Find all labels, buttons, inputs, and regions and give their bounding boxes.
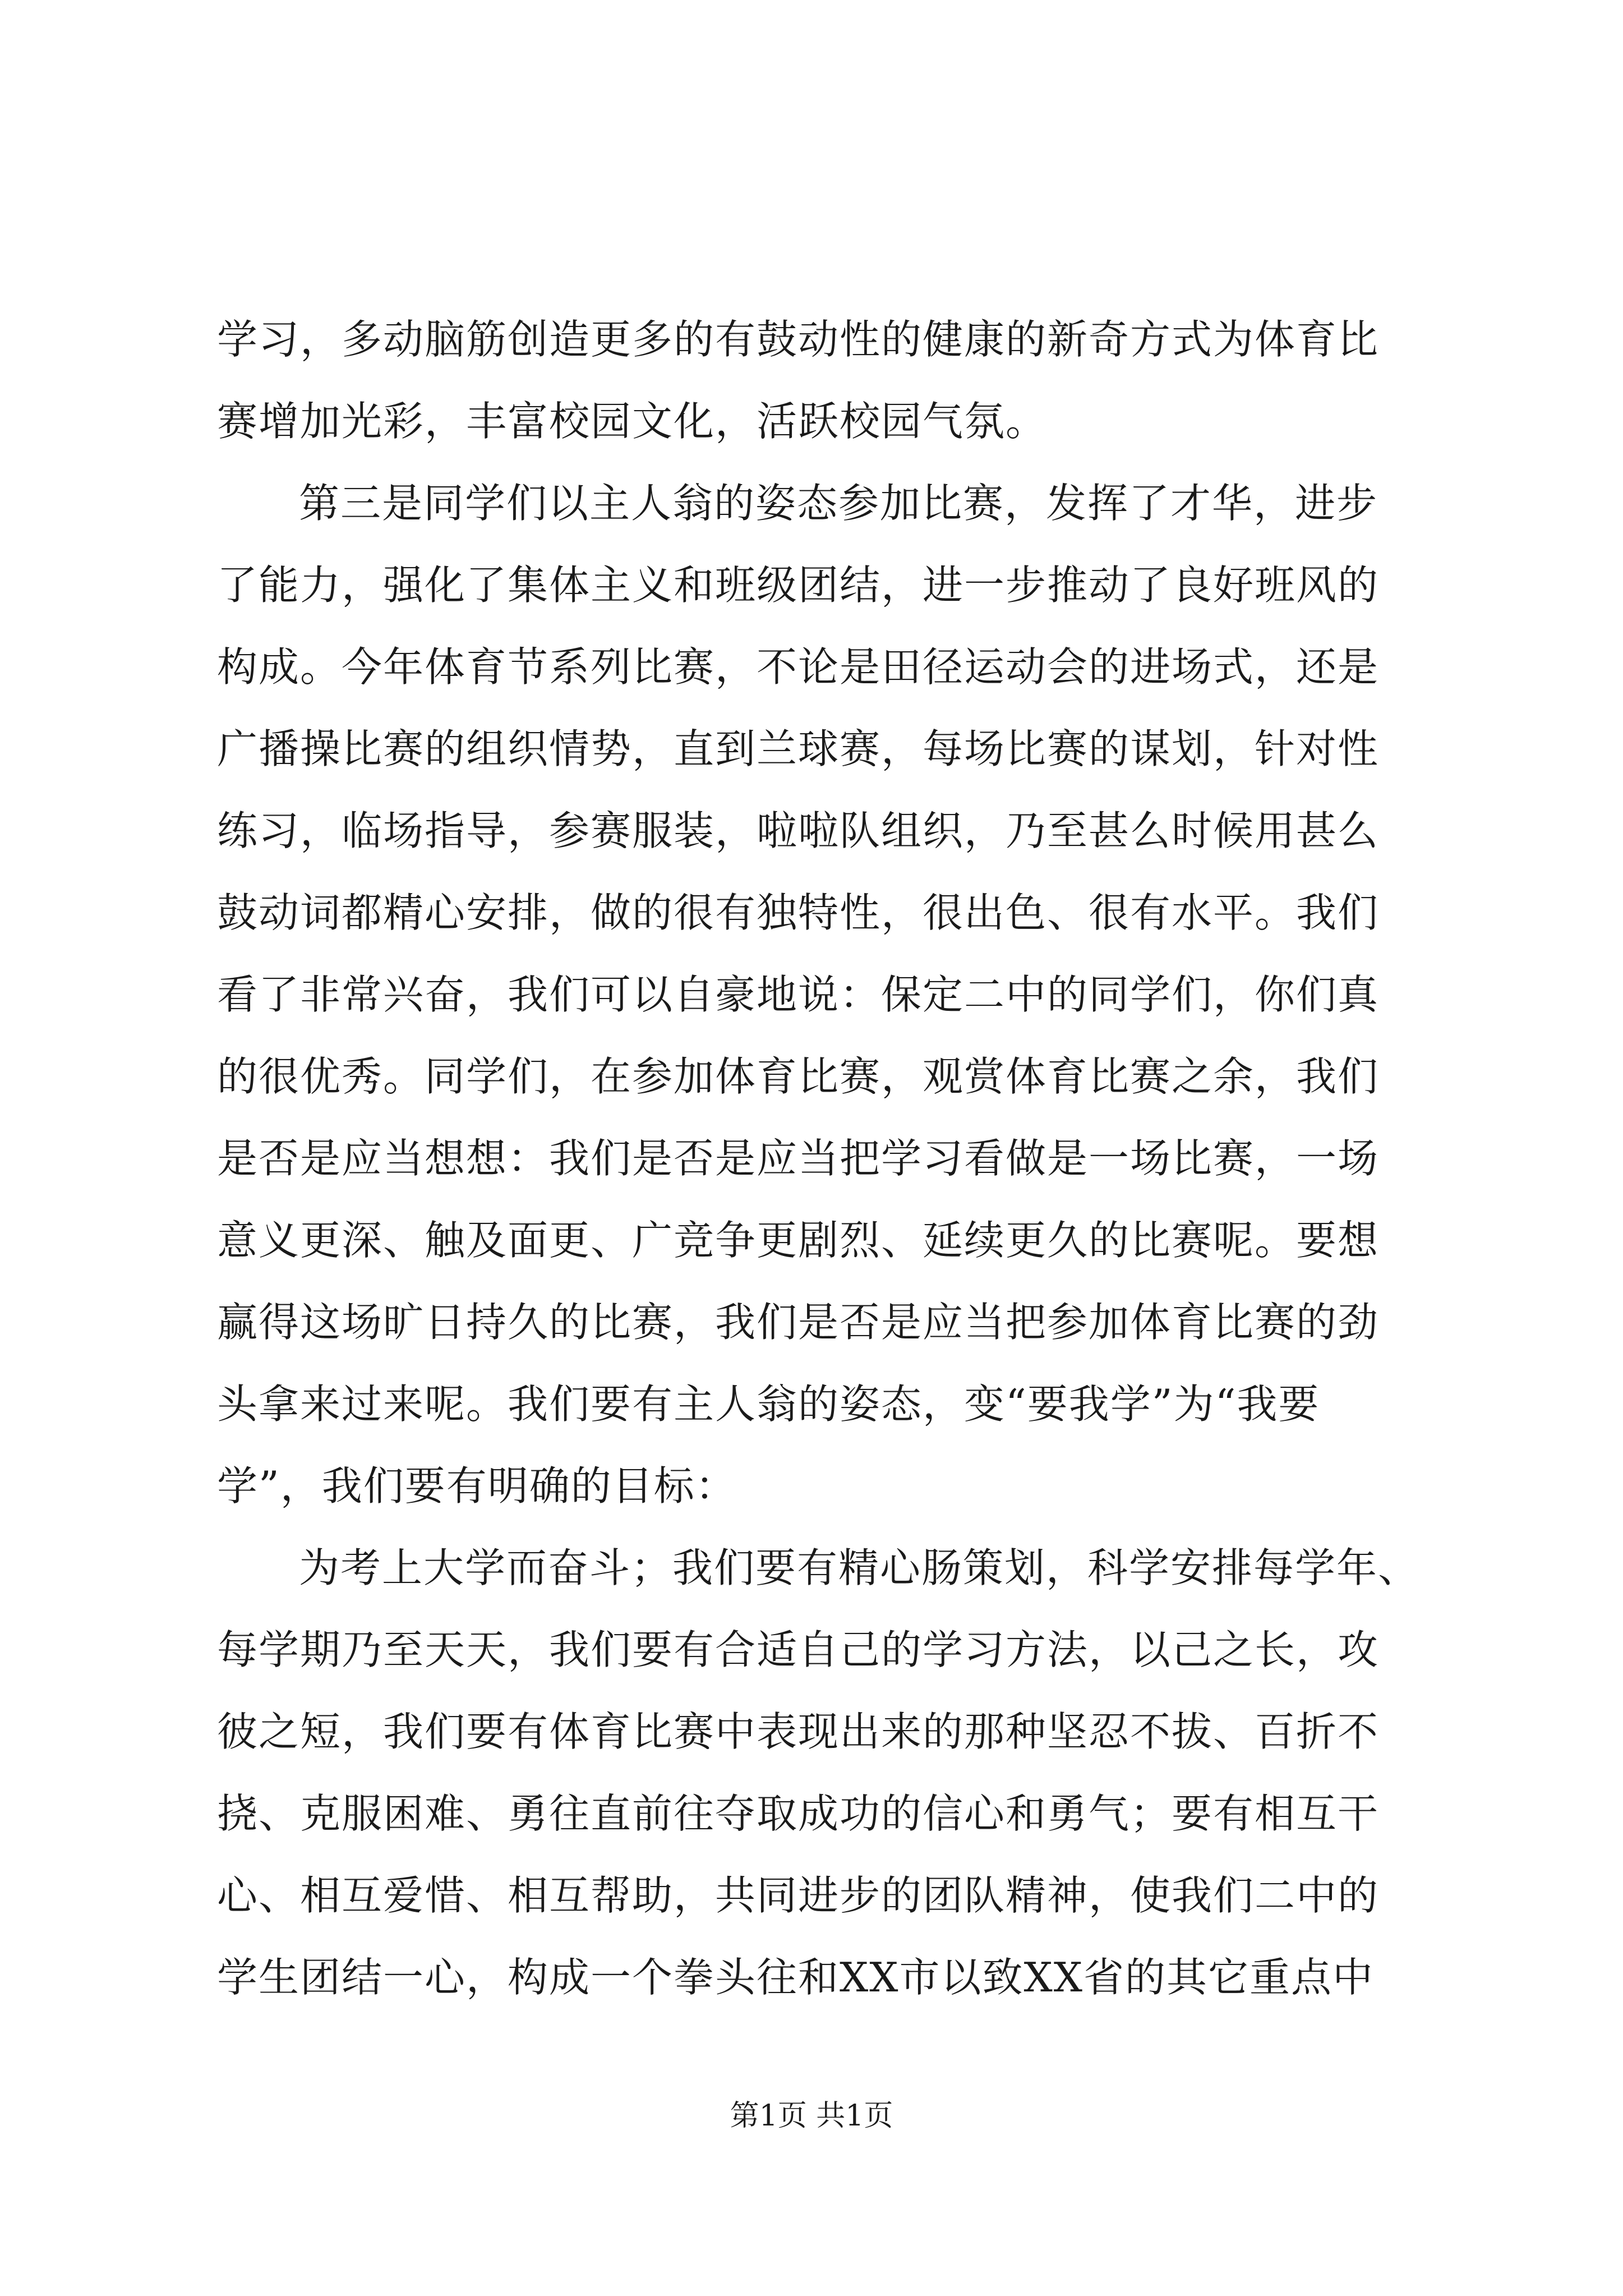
paragraph-line: 鼓动词都精心安排，做的很有独特性，很出色、很有水平。我们 [217,889,1380,936]
paragraph-line: 赛增加光彩，丰富校园文化，活跃校园气氛。 [217,398,1048,445]
paragraph-line: 广播操比赛的组织情势，直到兰球赛，每场比赛的谋划，针对性 [217,725,1380,772]
paragraph-line: 意义更深、触及面更、广竞争更剧烈、延续更久的比赛呢。要想 [217,1217,1380,1264]
paragraph-line: 构成。今年体育节系列比赛，不论是田径运动会的进场式，还是 [217,643,1380,691]
page-footer: 第1页 共1页 [730,2099,893,2133]
paragraph-line: 学习，多动脑筋创造更多的有鼓动性的健康的新奇方式为体育比 [217,316,1380,363]
paragraph-line: 学”，我们要有明确的目标： [217,1462,737,1510]
paragraph-line: 赢得这场旷日持久的比赛，我们是否是应当把参加体育比赛的劲 [217,1299,1380,1346]
paragraph-line: 是否是应当想想：我们是否是应当把学习看做是一场比赛，一场 [217,1135,1380,1182]
paragraph-line: 头拿来过来呢。我们要有主人翁的姿态，变“要我学”为“我要 [217,1381,1320,1428]
paragraph-line: 心、相互爱惜、相互帮助，共同进步的团队精神，使我们二中的 [217,1872,1380,1919]
paragraph-line: 第三是同学们以主人翁的姿态参加比赛，发挥了才华，进步 [299,480,1378,527]
paragraph-line: 每学期乃至天天，我们要有合适自己的学习方法，以己之长，攻 [217,1626,1380,1673]
paragraph-line: 的很优秀。同学们，在参加体育比赛，观赏体育比赛之余，我们 [217,1053,1380,1100]
paragraph-line: 挠、克服困难、勇往直前往夺取成功的信心和勇气；要有相互干 [217,1790,1380,1837]
paragraph-line: 彼之短，我们要有体育比赛中表现出来的那种坚忍不拔、百折不 [217,1708,1380,1755]
paragraph-line: 学生团结一心，构成一个拳头往和XX市以致XX省的其它重点中 [217,1954,1375,2001]
paragraph-line: 练习，临场指导，参赛服装，啦啦队组织，乃至甚么时候用甚么 [217,807,1380,854]
paragraph-line: 了能力，强化了集体主义和班级团结，进一步推动了良好班风的 [217,562,1380,609]
paragraph-line: 为考上大学而奋斗；我们要有精心肠策划，科学安排每学年、 [299,1544,1420,1591]
paragraph-line: 看了非常兴奋，我们可以自豪地说：保定二中的同学们，你们真 [217,971,1380,1018]
